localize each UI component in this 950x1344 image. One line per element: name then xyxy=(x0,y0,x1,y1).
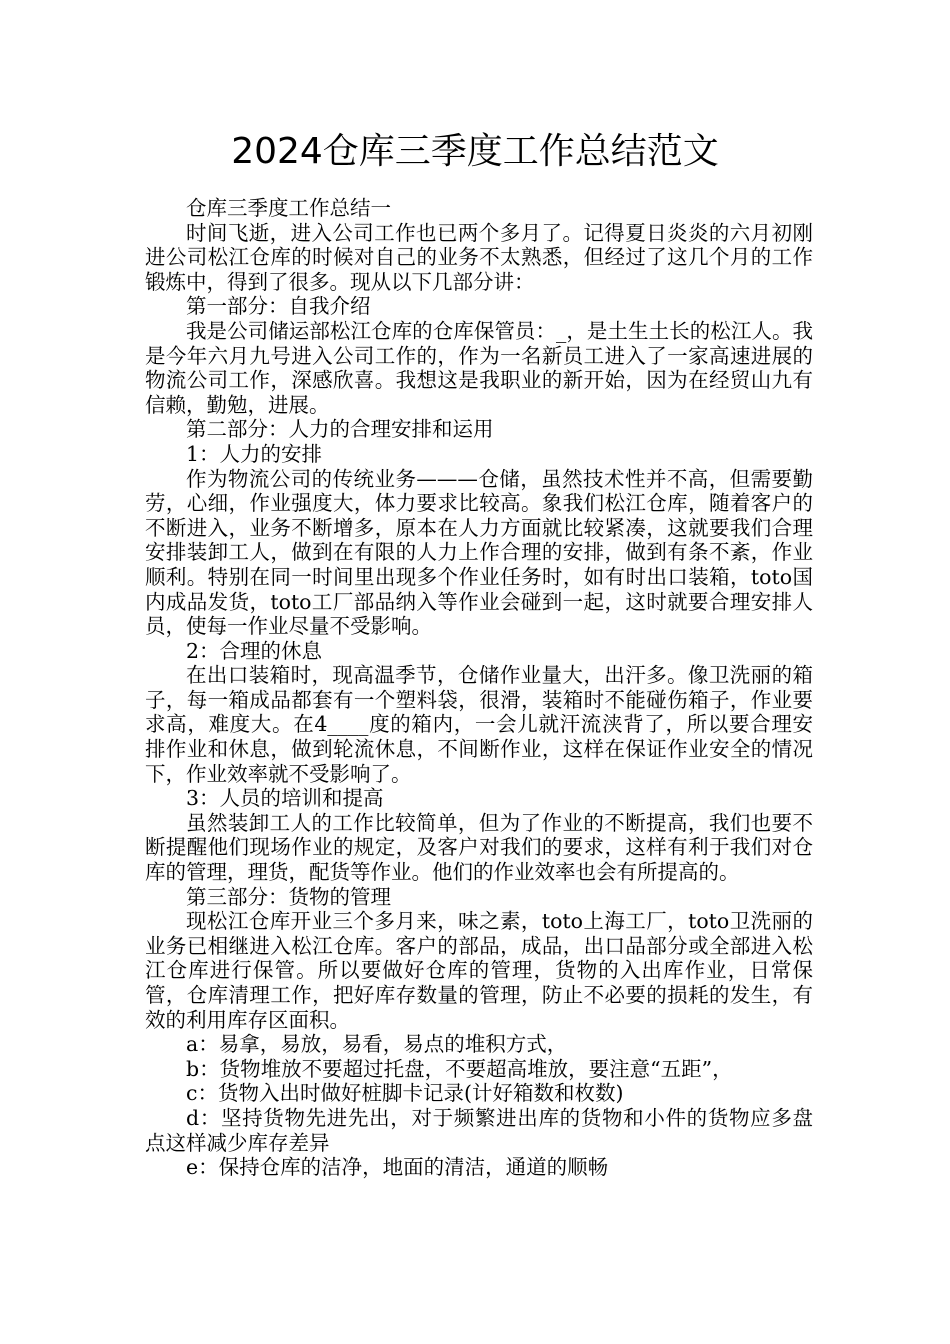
paragraph: 第三部分：货物的管理 xyxy=(186,884,391,909)
paragraph: 我是公司储运部松江仓库的仓库保管员：_，是土生土长的松江人。我是今年六月九号进入公司工作的，作为一名新员工进入了一家高速进展的物流公司工作，深感欣喜。我想这是我职业的新开始，因为在经贸山九有信赖，勤勉，进展。 xyxy=(145,318,813,417)
paragraph: 第二部分：人力的合理安排和运用 xyxy=(186,417,494,442)
list-item: c：货物入出时做好桩脚卡记录(计好箱数和枚数) xyxy=(186,1081,624,1106)
paragraph: 现松江仓库开业三个多月来，味之素，toto上海工厂，toto卫洗丽的业务已相继进入松江仓库。客户的部品，成品，出口品部分或全部进入松江仓库进行保管。所以要做好仓库的管理，货物的入出库作业，日常保管，仓库清理工作，把好库存数量的管理，防止不必要的损耗的发生，有效的利用库存区面积。 xyxy=(145,909,813,1032)
paragraph: 在出口装箱时，现高温季节，仓储作业量大，出汗多。像卫洗丽的箱子，每一箱成品都套有一个塑料袋，很滑，装箱时不能碰伤箱子，作业要求高，难度大。在4____度的箱内，一会儿就汗流浃背了，所以要合理安排作业和休息，做到轮流休息，不间断作业，这样在保证作业安全的情况下，作业效率就不受影响了。 xyxy=(145,663,813,786)
paragraph: 仓库三季度工作总结一 xyxy=(186,196,391,220)
paragraph: 第一部分：自我介绍 xyxy=(186,294,371,319)
paragraph: 1：人力的安排 xyxy=(186,441,323,466)
list-item: a：易拿，易放，易看，易点的堆积方式， xyxy=(186,1032,568,1057)
paragraph: 2：合理的休息 xyxy=(186,638,323,663)
list-item: d：坚持货物先进先出，对于频繁进出库的货物和小件的货物应多盘点这样减少库存差异 xyxy=(145,1105,813,1155)
paragraph: 虽然装卸工人的工作比较简单，但为了作业的不断提高，我们也要不断提醒他们现场作业的规定，及客户对我们的要求，这样有利于我们对仓库的管理，理货，配货等作业。他们的作业效率也会有所提高的。 xyxy=(145,810,813,885)
paragraph: 3：人员的培训和提高 xyxy=(186,786,384,811)
paragraph: 时间飞逝，进入公司工作也已两个多月了。记得夏日炎炎的六月初刚进公司松江仓库的时候对自己的业务不太熟悉，但经过了这几个月的工作锻炼中，得到了很多。现从以下几部分讲： xyxy=(145,220,813,294)
document-body xyxy=(145,196,813,1180)
document-title: 2024仓库三季度工作总结范文 xyxy=(231,131,719,172)
list-item: e：保持仓库的洁净，地面的清洁，通道的顺畅 xyxy=(186,1155,609,1180)
paragraph: 作为物流公司的传统业务———仓储，虽然技术性并不高，但需要勤劳，心细，作业强度大，体力要求比较高。象我们松江仓库，随着客户的不断进入，业务不断增多，原本在人力方面就比较紧凑，这就要我们合理安排装卸工人，做到在有限的人力上作合理的安排，做到有条不紊，作业顺利。特别在同一时间里出现多个作业任务时，如有时出口装箱，toto国内成品发货，toto工厂部品纳入等作业会碰到一起，这时就要合理安排人员，使每一作业尽量不受影响。 xyxy=(145,466,813,639)
list-item: b：货物堆放不要超过托盘，不要超高堆放，要注意“五距”， xyxy=(186,1056,733,1081)
